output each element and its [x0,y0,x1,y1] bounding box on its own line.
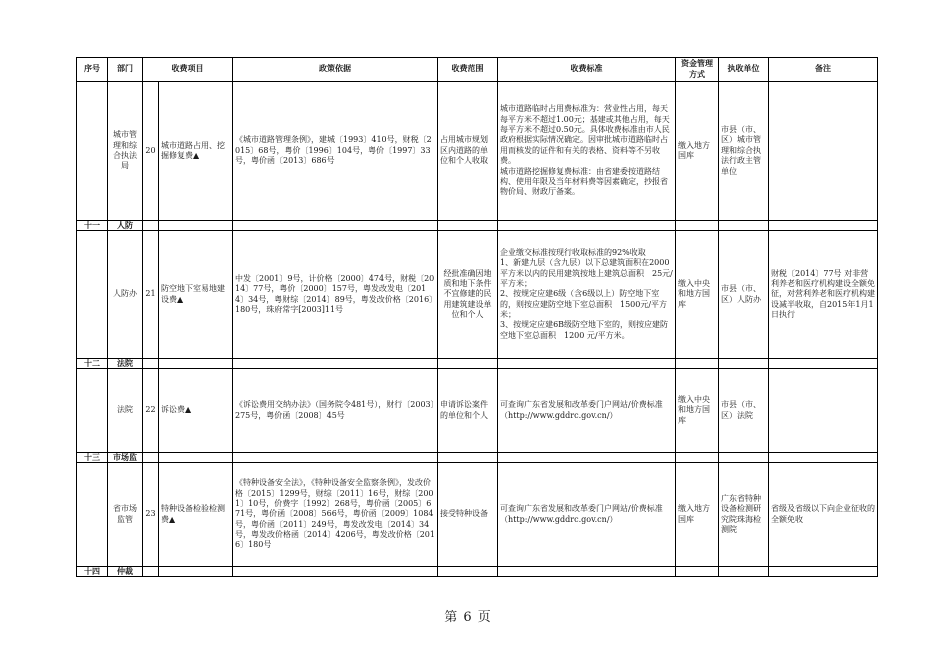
header-scope: 收费范围 [438,58,498,82]
header-dept: 部门 [108,58,143,82]
section-name: 人防 [108,221,143,231]
row-no: 23 [143,463,159,567]
section-no: 十三 [77,453,108,463]
section-no: 十一 [77,221,108,231]
row-dept: 法院 [108,369,143,453]
row-fund: 缴入中央和地方国库 [676,231,719,359]
table-row [77,82,878,221]
header-fund: 资金管理方式 [676,58,719,82]
header-basis: 政策依据 [233,58,438,82]
row-no: 20 [143,82,159,221]
row-seq [77,231,108,359]
row-basis: 《特种设备安全法》，《特种设备安全监察条例》，发改价格〔2015〕1299号，财综〔2011〕16号，财综〔2001〕10号，价费字〔1992〕268号，粤价函〔2005〕671号，粤价函〔2008〕566号，粤价函〔2009〕1084号，粤价函〔2011〕249号，粤发改发电〔2014〕34号，粤发改价格函〔2014〕4206号，粤发改价格〔2016〕180号 [233,463,438,567]
row-fund: 缴入地方国库 [676,463,719,567]
row-agency: 市县（市、区）城市管理和综合执法行政主管单位 [719,82,769,221]
section-row [77,567,878,577]
row-agency: 市县（市、区）人防办 [719,231,769,359]
row-fund: 缴入中央和地方国库 [676,369,719,453]
section-row [77,453,878,463]
row-scope: 占用城市规划区内道路的单位和个人收取 [438,82,498,221]
row-dept: 省市场监管 [108,463,143,567]
row-remark [769,369,878,453]
row-standard [498,369,676,453]
row-item: 城市道路占用、挖掘修复费▲ [159,82,233,221]
row-remark [769,82,878,221]
row-item: 诉讼费▲ [159,369,233,453]
row-basis: 中发〔2001〕9号，计价格〔2000〕474号，财税〔2014〕77号，粤价〔2000〕157号，粤发改发电〔2014〕34号，粤财综〔2014〕89号，粤发改价格〔2016〕180号，珠府常字[2003]11号 [233,231,438,359]
row-dept: 城市管理和综合执法局 [108,82,143,221]
page-number: 第 6 页 [444,610,492,625]
standard-line: 城市道路临时占用费标准为：营业性占用，每天每平方米不超过1.00元；基建或其他占用，每天每平方米不超过0.50元。具体收费标准由市人民政府根据实际情况确定。因审批城市道路临时占用而核发的证件和有关的表格、资料等不另收费。 [500,104,670,166]
row-agency: 广东省特种设备检测研究院珠海检测院 [719,463,769,567]
row-basis: 《诉讼费用交纳办法》（国务院令481号），财行〔2003〕275号，粤价函〔2008〕45号 [233,369,438,453]
row-agency: 市县（市、区）法院 [719,369,769,453]
row-remark: 财税〔2014〕77号 对非营利养老和医疗机构建设全额免征，对营利养老和医疗机构建设减半收取，自2015年1月1日执行 [769,231,878,359]
header-remark: 备注 [769,58,878,82]
section-name: 市场监 [108,453,143,463]
standard-line: 城市道路挖掘修复费标准：由省建委按道路结构、使用年限及当年材料费等因素确定，抄报省物价局、财政厅备案。 [500,166,668,197]
row-basis: 《城市道路管理条例》，建城〔1993〕410号，财税〔2015〕68号，粤价〔1996〕104号，粤价〔1997〕33号，粤价函〔2013〕686号 [233,82,438,221]
row-item: 特种设备检验检测费▲ [159,463,233,567]
row-scope: 经批准确因地质和地下条件不宜修建的民用建筑建设单位和个人 [438,231,498,359]
section-no: 十四 [77,567,108,577]
row-no: 21 [143,231,159,359]
standard-line: 企业缴交标准按现行收取标准的92%收取 [500,247,646,257]
header-item: 收费项目 [143,58,233,82]
section-name: 仲裁 [108,567,143,577]
standard-line: 1、新建九层（含九层）以下总建筑面积在2000平方米以内的民用建筑按地上建筑总面积 25元/平方米； [500,258,673,288]
table-row [77,463,878,567]
header-row [77,58,878,82]
standard-line: 3、按规定应建6B级防空地下室的，则按应建防空地下室总面积 1200 元/平方米。 [500,320,669,340]
row-standard [498,463,676,567]
row-dept: 人防办 [108,231,143,359]
row-standard [498,82,676,221]
table-row [77,231,878,359]
row-scope: 申请诉讼案件的单位和个人 [438,369,498,453]
row-seq [77,82,108,221]
row-remark: 省级及省级以下向企业征收的全额免收 [769,463,878,567]
section-name: 法院 [108,359,143,369]
row-no: 22 [143,369,159,453]
section-row [77,221,878,231]
row-scope: 接受特种设备 [438,463,498,567]
section-row [77,359,878,369]
fee-table [76,57,878,577]
standard-line: 可查询广东省发展和改革委门户网站/价费标准（http://www.gddrc.gov.cn/） [500,504,663,524]
header-no: 序号 [77,58,108,82]
row-seq [77,369,108,453]
header-agency: 执收单位 [719,58,769,82]
row-seq [77,463,108,567]
table-row [77,369,878,453]
standard-line: 可查询广东省发展和改革委门户网站/价费标准（http://www.gddrc.gov.cn/） [500,400,663,420]
row-standard [498,231,676,359]
section-no: 十二 [77,359,108,369]
standard-line: 2、按规定应建6级（含6级以上）防空地下室的，则按应建防空地下室总面积 1500元/平方米； [500,289,668,320]
row-fund: 缴入地方国库 [676,82,719,221]
header-standard: 收费标准 [498,58,676,82]
row-item: 防空地下室易地建设费▲ [159,231,233,359]
